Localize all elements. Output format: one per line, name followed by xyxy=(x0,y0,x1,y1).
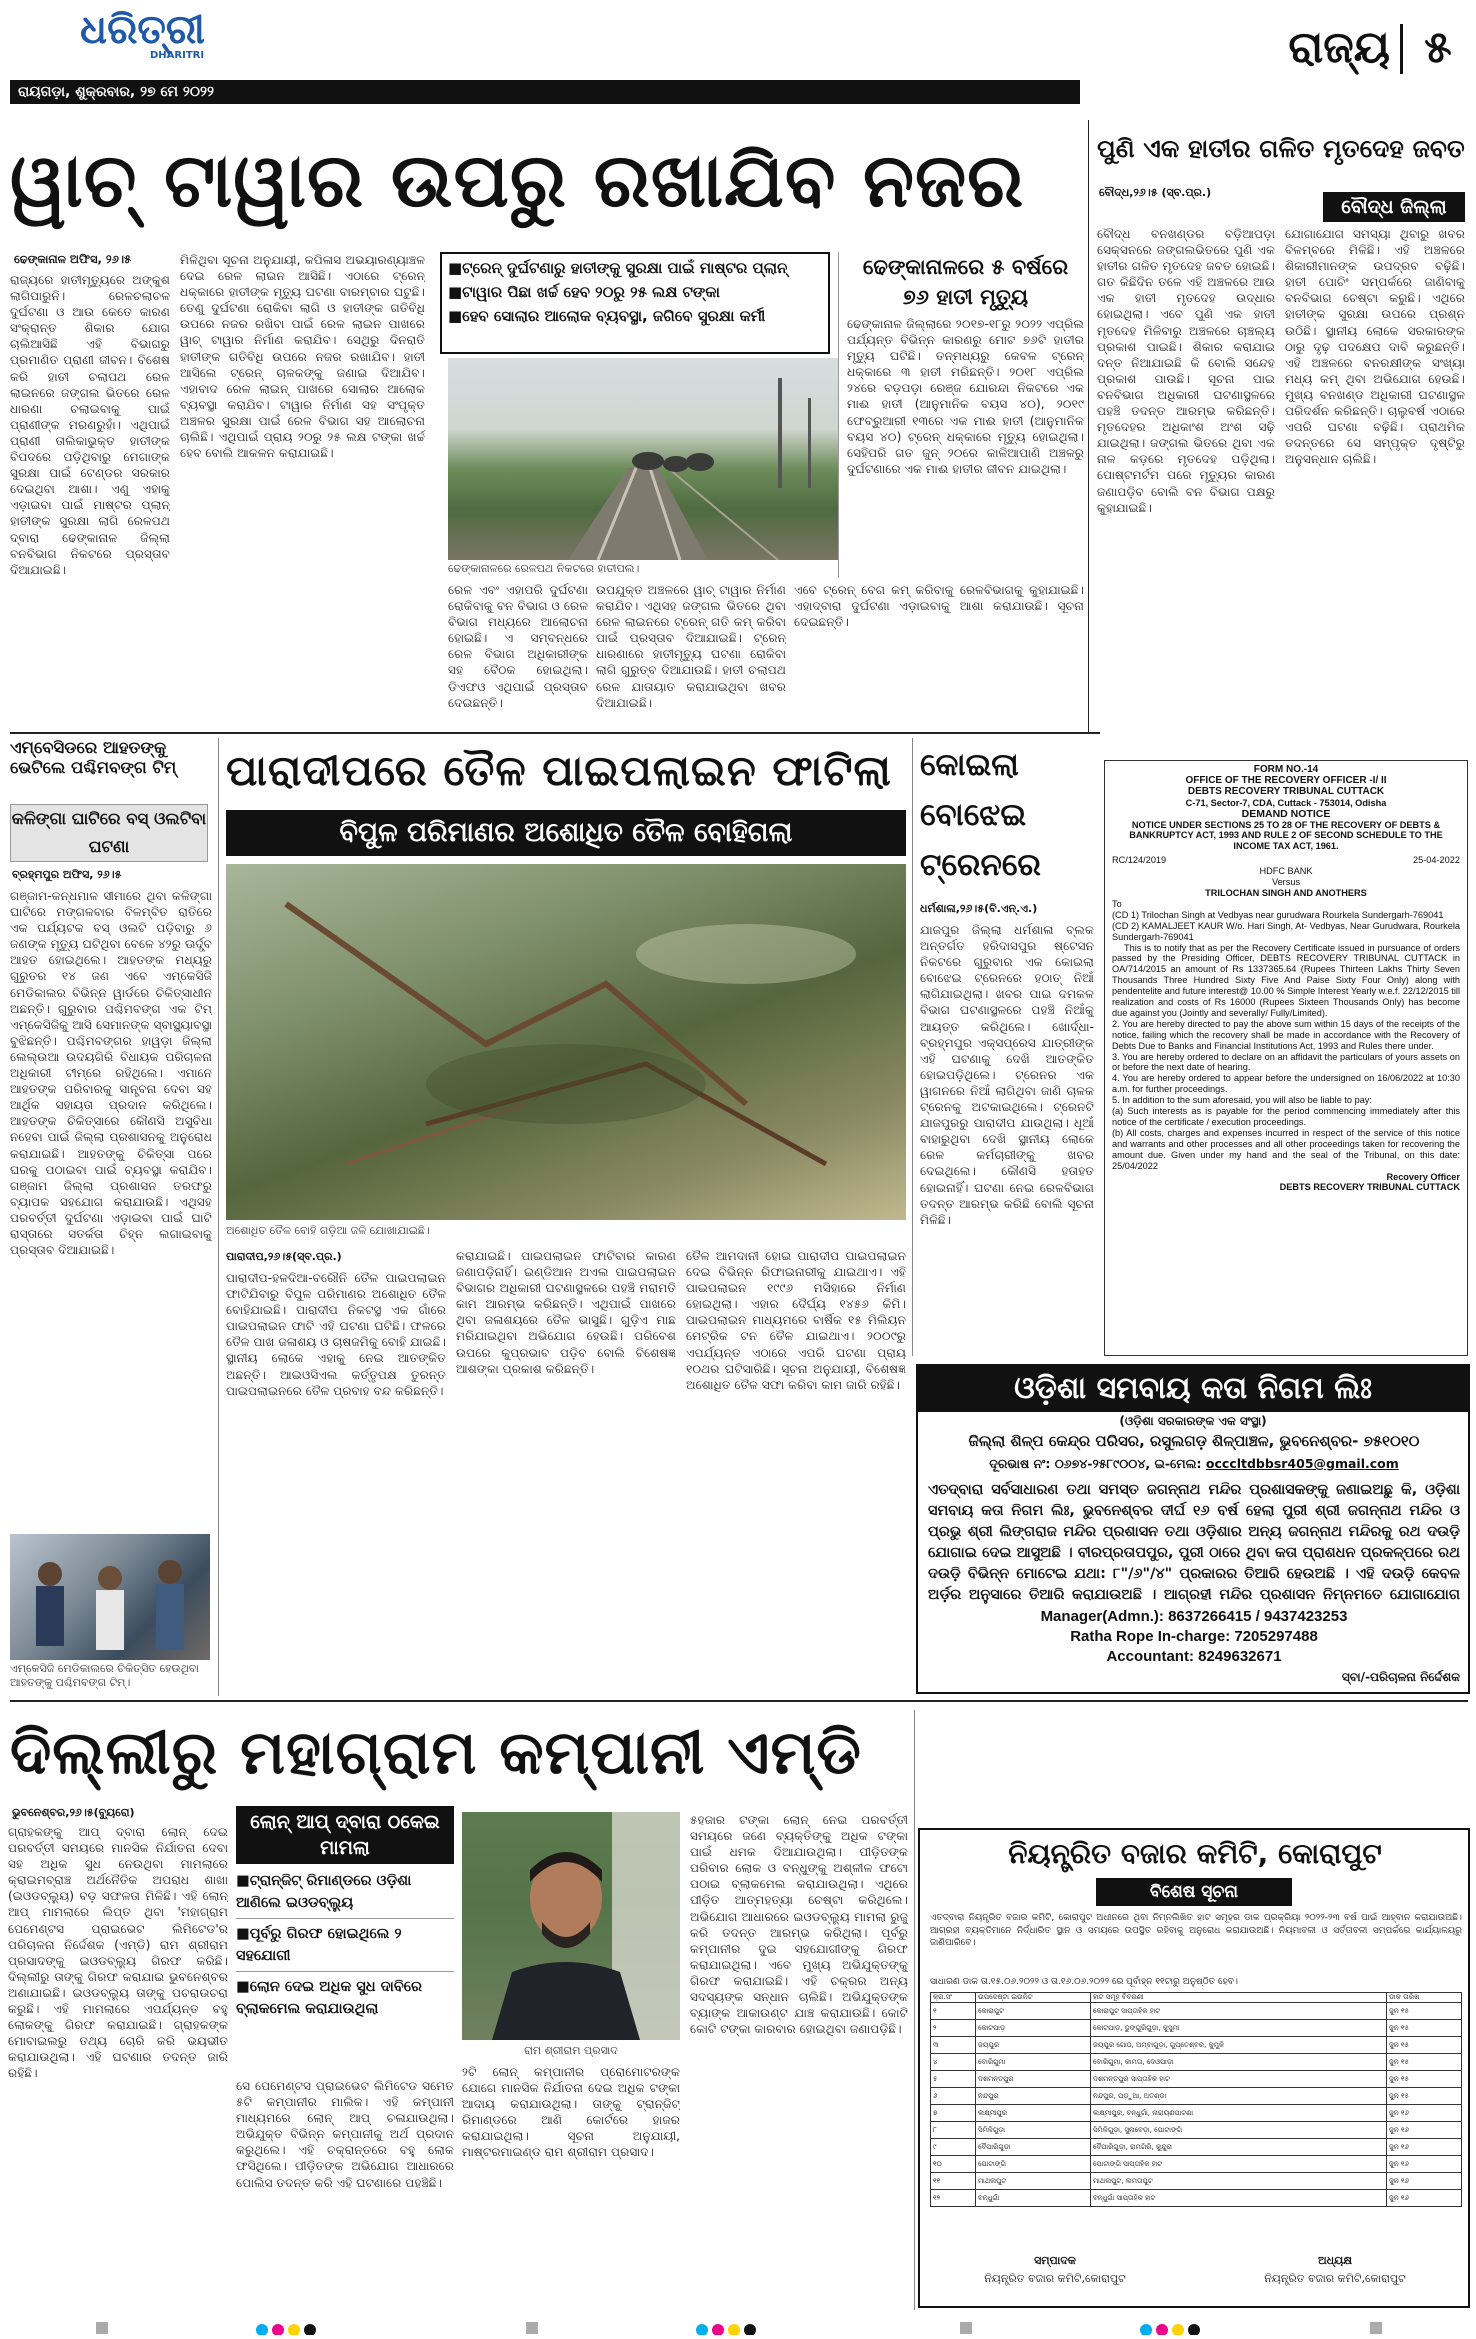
color-swatch xyxy=(1188,2324,1200,2335)
color-swatch xyxy=(288,2324,300,2335)
parties: HDFC BANK xyxy=(1259,866,1313,877)
photo-caption: ଢେଙ୍କାନାଳରେ ରେଳପଥ ନିକଟରେ ହାତୀପଲ। xyxy=(448,562,640,575)
table-header-cell: ଡାକ ତାରିଖ xyxy=(1387,1993,1462,2003)
dateline: ବୌଦ୍ଧ,୨୬।୫ (ସ୍ବ.ପ୍ର.) xyxy=(1099,186,1212,199)
subhead: ବିପୁଳ ପରିମାଣର ଅଶୋଧିତ ତୈଳ ବୋହିଗଲା xyxy=(226,810,906,856)
color-swatch xyxy=(728,2324,740,2335)
bullet: ■ହେବ ସୋଲାର ଆଲୋକ ବ୍ୟବସ୍ଥା, ଜଗିବେ ସୁରକ୍ଷା କର୍ମୀ xyxy=(448,307,766,325)
table-cell: ବୈପାରିଗୁଡ଼ା xyxy=(976,2139,1091,2156)
ad-contact-1: Manager(Admn.): 8637266415 / 9437423253 xyxy=(1040,1608,1348,1625)
logo-subtitle: DHARITRI xyxy=(150,50,205,61)
ad-signature: ସ୍ବା/-ପରିଚାଳନା ନିର୍ଦ୍ଦେଶକ xyxy=(1341,1670,1460,1684)
headline: କୋଇଲା ବୋଝେଇ ଟ୍ରେନରେ xyxy=(920,747,1041,883)
table-body xyxy=(931,2003,1462,2207)
address: C-71, Sector-7, CDA, Cuttack - 753014, Odisha xyxy=(1185,797,1387,808)
color-swatch xyxy=(304,2324,316,2335)
to-line: To xyxy=(1112,898,1122,909)
table-row xyxy=(931,2020,1462,2037)
story-watch-tower xyxy=(0,120,1090,732)
table-cell: ୧୨ xyxy=(931,2190,976,2207)
color-swatch xyxy=(1140,2324,1152,2335)
table-cell: ବନ୍ଧୁଗାଁ xyxy=(976,2190,1091,2207)
table-cell: ବନ୍ଧୁଗାଁ ସାପ୍ତାହିକ ହାଟ xyxy=(1091,2190,1387,2207)
notice-subtitle: ବିଶେଷ ସୂଚନା xyxy=(1096,1878,1292,1906)
subhead-box xyxy=(440,252,830,354)
bullet: ■ପୂର୍ବରୁ ଗିରଫ ହୋଇଥିଲେ ୨ ସହଯୋଗୀ xyxy=(236,1923,454,1972)
column-2: ଯୋଗାଯୋଗ ସମସ୍ୟା ଥିବାରୁ ଖବର ବିଳମ୍ବରେ ମିଳିଛି। ଏହି ଅଞ୍ଚଳରେ ଶିକାରୀମାନଙ୍କ ଉପଦ୍ରବ ବଢ଼ିଛି। ହାତୀ ପୋଚିଂ ସମ୍ପର୍କରେ ଜାଣିବାକୁ ବନବିଭାଗ ଚେଷ୍ଟା କରୁଛି। ଏଥିରେ ହାତୀଙ୍କ ସୁରକ୍ଷା ଉପରେ ପ୍ରଶ୍ନ ଉଠିଛି। ସ୍ଥାନୀୟ ଲୋକେ ସରକାରଙ୍କ ଠାରୁ ଦୃଢ଼ ପଦକ୍ଷେପ ଦାବି କରୁଛନ୍ତି। ଏହି ଅଞ୍ଚଳରେ ବନରକ୍ଷୀଙ୍କ ସଂଖ୍ୟା ମଧ୍ୟ କମ୍ ଥିବା ଅଭିଯୋଗ ହେଉଛି। ମୁଖ୍ୟ ବନଖଣ୍ଡ ଅଧିକାରୀ ଘଟଣାସ୍ଥଳ ପରିଦର୍ଶନ କରିଛନ୍ତି। ଚାଲୁବର୍ଷ ଏଠାରେ ଏପରି ଘଟଣା ବଢ଼ିଛି। ପ୍ରାଥମିକ ତଦନ୍ତରେ ସେ ସମ୍ପୃକ୍ତ ଦୃଷ୍ଟିରୁ ଅନୁସନ୍ଧାନ ଚାଲିଛି। xyxy=(1285,227,1465,467)
ad-contact-3: Accountant: 8249632671 xyxy=(1106,1648,1282,1665)
table-header-cell: ଉପଦେଷ୍ଟା ଇଉନିଟ xyxy=(976,1993,1091,2003)
table-cell: ମାଥଲପୁଟ, ଲମତାପୁଟ xyxy=(1091,2173,1387,2190)
table-header-cell: ହାଟ ସମୂହ ବିବରଣୀ xyxy=(1091,1993,1387,2003)
table-row xyxy=(931,2122,1462,2139)
sidebox-body: ଢେଙ୍କାନାଳ ଜିଲ୍ଲାରେ ୨୦୧୭-୧୮ରୁ ୨୦୨୨ ଏପ୍ରିଲ ପର୍ଯ୍ୟନ୍ତ ବିଭିନ୍ନ କାରଣରୁ ମୋଟ ୭୬ଟି ହାତୀର ମୃତ୍ୟୁ ଘଟିଛି। ତନ୍ମଧ୍ୟରୁ କେବଳ ଟ୍ରେନ୍ ଧକ୍କାରେ ୩ ହାତୀ ମରିଛନ୍ତି। ୨୦୧୮ ଏପ୍ରିଲ ୨୪ରେ ବଡ଼ପଡ଼ା ରେଞ୍ଜ ଯୋରନ୍ଦା ନିକଟରେ ଏକ ମାଈ ହାତୀ (ଆନୁମାନିକ ବୟସ ୪୦), ୨୦୧୯ ଫେବ୍ରୁଆରୀ ୧୩ରେ ଏକ ମାଈ ହାତୀ (ଆନୁମାନିକ ବୟସ ୪୦) ଟ୍ରେନ୍ ଧକ୍କାରେ ମୃତ୍ୟୁ ହୋଇଥିଲା। ସେହିପରି ଗତ ଜୁନ୍ ୨୦ରେ କାଳିଆପାଣି ଅଞ୍ଚଳରୁ ଦୁର୍ଘଟଣାରେ ଏକ ମାଈ ହାତୀର ଜୀବନ ଯାଇଥିଲା। xyxy=(847,317,1084,476)
column-2: ସେ ପେମେଣ୍ଟସ ପ୍ରାଇଭେଟ ଲିମିଟେଡ ସମେତ ୫ଟି କମ୍ପାନୀର ମାଲିକ। ଏହି କମ୍ପାନୀ ମାଧ୍ୟମରେ ଲୋନ୍ ଆପ୍ ଚଳାଯାଉଥିଲା। ଅଭିଯୁକ୍ତ ବିଭିନ୍ନ କମ୍ପାନୀକୁ ଅର୍ଥ ପ୍ରଦାନ କରୁଥିଲେ। ଏହି ଚକ୍ରାନ୍ତରେ ବହୁ ଲୋକ ଫସିଥିଲେ। ପୀଡ଼ିତଙ୍କ ଅଭିଯୋଗ ଆଧାରରେ ପୋଲିସ ତଦନ୍ତ କରି ଏହି ଘଟଣାରେ ପହଞ୍ଚିଛି। xyxy=(236,2079,454,2190)
notice-date: 25-04-2022 xyxy=(1413,855,1460,866)
item: 4. You are hereby ordered to appear before the undersigned on 16/06/2022 at 10:30 a.m. for further proceedings. xyxy=(1112,1073,1460,1095)
table-cell: ଜୟପୁର ଗୋଠ, ଅମ୍ବାଗୁଡ଼ା, ଗୁପ୍ତେଶ୍ବର, କୁମୁଳି xyxy=(1091,2037,1387,2054)
registration-bar xyxy=(526,2322,538,2334)
table-cell: ୮ xyxy=(931,2122,976,2139)
column-1: ରାଜ୍ୟରେ ହାତୀମୃତ୍ୟୁରେ ଅଙ୍କୁଶ ଲାଗିପାରୁନି। ରେଳଚଲାଚଳ ଦୁର୍ଘଟଣା ଓ ଆଉ କେତେ କାରଣ ସଂକ୍ରାନ୍ତ ଶିକାର ଯୋଗ ଚାଲିଆସିଛି ଏହି ବିଭାଗରୁ ପ୍ରମାଣିତ ପ୍ରାଣୀ ଜୀବନ। ବିଶେଷ କରି ହାତୀ ଚଲାପଥ ରେଳ ଲାଇନରେ ଜଙ୍ଗଲ ଭିତରେ ରେଳ ଧାରଣା ଚଲାଇବାକୁ ପାଇଁ ପ୍ରାଣୀଙ୍କ ମରଣରୁହାଁ। ଏଥିପାଇଁ ପ୍ରାଣୀ ତାଲିକାଭୁକ୍ତ ହାତୀଙ୍କ ବିପଦରେ ପଡ଼ିଥିବାରୁ ମେଗାଙ୍କ ସୁରକ୍ଷା ପାଇଁ ଟେଣ୍ଡର ସରକାର ଦେଇଥିବା ଆଶା। ଏଣୁ ଏହାକୁ ଏଡ଼ାଇବା ପାଇଁ ମାଷ୍ଟର ପ୍ଲାନ୍ ହାତୀଙ୍କ ସୁରକ୍ଷା ଲାଗି ରେଳପଥ ଦ୍ବାରା ଢେଙ୍କାନାଳ ଜିଲ୍ଲା ବନବିଭାଗ ନିକଟରେ ପ୍ରସ୍ତାବ ଦିଆଯାଇଛି। xyxy=(10,273,170,577)
table-cell: ନନ୍ଦପୁର, ପଡ଼ୁଆ, ଅତଣ୍ଡା xyxy=(1091,2088,1387,2105)
table-cell: ପୋଟାଙ୍ଗି ସାପ୍ତାହିକ ହାଟ xyxy=(1091,2156,1387,2173)
color-swatch xyxy=(744,2324,756,2335)
dateline: ବ୍ରହ୍ମପୁର ଅଫିସ, ୨୬।୫ xyxy=(12,868,122,881)
signature-org: DEBTS RECOVERY TRIBUNAL CUTTACK xyxy=(1279,1182,1460,1193)
signature-title: Recovery Officer xyxy=(1386,1171,1460,1182)
masthead xyxy=(0,0,1476,115)
headline: ଦିଲ୍ଲୀରୁ ମହାଗ୍ରାମ କମ୍ପାନୀ ଏମ୍‌ଡି xyxy=(10,1718,862,1788)
dateline: ପାରାଦୀପ,୨୬।୫(ସ୍ବ.ପ୍ର.) xyxy=(226,1250,342,1263)
story-mahagram xyxy=(0,1704,912,2312)
portrait-illustration xyxy=(462,1812,680,2040)
dateline: ଢେଙ୍କାନାଳ ଅଫିସ, ୨୬।୫ xyxy=(14,252,132,266)
versus: Versus xyxy=(1271,877,1301,888)
column-3: ରେଳ ଏବଂ ଏହାପରି ଦୁର୍ଘଟଣା ରୋକିବାକୁ ବନ ବିଭାଗ ଓ ରେଳ ବିଭାଗ ମଧ୍ୟରେ ଆଲୋଚନା ହୋଇଛି। ଏ ସମ୍ବନ୍ଧରେ ରେଳ ବିଭାଗ ଅଧିକାରୀଙ୍କ ସହ ବୈଠକ ହୋଇଥିଲା। ଡିଏଫଓ ଏଥିପାଇଁ ପ୍ରସ୍ତାବ ଦେଇଛନ୍ତି। xyxy=(448,583,588,710)
sidebox-title: ଢେଙ୍କାନାଳରେ ୫ ବର୍ଷରେ ୭୬ ହାତୀ ମୃତ୍ୟୁ xyxy=(862,255,1069,309)
logo: ଧରିତ୍ରୀ xyxy=(80,6,205,53)
headline: ୱାଚ୍ ଟାୱାର ଉପରୁ ରଖାଯିବ ନଜର xyxy=(10,138,1025,224)
para1: This is to notify that as per the Recovery Certificate issued in pursuance of orders passed by the Presiding Officer, DEBTS RECOVERY TRIBUNAL CUTTACK in OA/714/2015 an amount of Rs 1337365.64 (Rupees Thirteen Lakhs Thirty Seven Thousands Three Hundred Sixty Five And Paise Sixty Four Only) along with pendentelite and future interest@ 10.00 % Simple Interest Yearly w.e.f. 22/12/2015 till realization and costs of Rs 16000 (Rupees Sixteen Thousands Only) has become due against you (Jointly and severally/ Fully/Limited). xyxy=(1112,942,1460,1018)
table-row xyxy=(931,2156,1462,2173)
headline: ପୁଣି ଏକ ହାତୀର ଗଳିତ ମୃତଦେହ ଜବତ xyxy=(1097,134,1465,163)
dateline: ଧର୍ମଶାଳା,୨୬।୫(ବି.ଏନ୍.ଏ.) xyxy=(920,902,1038,915)
people-illustration xyxy=(10,1534,210,1660)
table-cell: ୨ xyxy=(931,2020,976,2037)
office: OFFICE OF THE RECOVERY OFFICER -I/ II xyxy=(1185,774,1387,786)
table-cell: ଲକ୍ଷ୍ମୀପୁର xyxy=(976,2105,1091,2122)
table-header-cell: କ୍ର.ସଂ xyxy=(931,1993,976,2003)
column-5: ଏବେ ଟ୍ରେନ୍ ବେଗ କମ୍ କରିବାକୁ ରେଳବିଭାଗକୁ କୁହାଯାଇଛି। ଏହାଦ୍ବାରା ଦୁର୍ଘଟଣା ଏଡ଼ାଇବାକୁ ଆଶା କରାଯାଉଛି। ସୂଚନା ଦେଇଛନ୍ତି। xyxy=(794,583,1084,630)
table-cell: କୋଟପାଡ଼ xyxy=(976,2020,1091,2037)
table-cell: ନନ୍ଦପୁର xyxy=(976,2088,1091,2105)
form-no: FORM NO.-14 xyxy=(1253,764,1319,775)
sign-right-sub: ନିୟନ୍ତ୍ରିତ ବଜାର କମିଟି,କୋରାପୁଟ xyxy=(1264,2272,1406,2285)
print-registration-strip xyxy=(0,2316,1476,2339)
divider xyxy=(218,738,219,1696)
column-1: ପାରାଦୀପ-ହଳଦିଆ-ବରୌନି ତୈଳ ପାଇପଲାଇନ ଫାଟିଯିବାରୁ ବିପୁଳ ପରିମାଣର ଅଶୋଧିତ ତୈଳ ବୋହିଯାଇଛି। ପାରାଦୀପ ନିକଟସ୍ଥ ଏକ ଗାଁରେ ପାଇପଲାଇନ ଫାଟି ଏହି ଘଟଣା ଘଟିଛି। ଫଳରେ ତୈଳ ପାଖ ଜଳାଶୟ ଓ ଚାଷଜମିକୁ ବୋହି ଯାଇଛି। ସ୍ଥାନୀୟ ଲୋକେ ଏହାକୁ ନେଇ ଆତଙ୍କିତ ଅଛନ୍ତି। ଆଇଓସିଏଲ କର୍ତ୍ତୃପକ୍ଷ ତୁରନ୍ତ ପାଇପଲାଇନରେ ତୈଳ ପ୍ରବାହ ବନ୍ଦ କରିଛନ୍ତି। xyxy=(226,1271,446,1398)
bullet: ■ଟାୱାର ପିଛା ଖର୍ଚ୍ଚ ହେବ ୨୦ରୁ ୨୫ ଲକ୍ଷ ଟଙ୍କା xyxy=(448,283,720,301)
table-cell: ୪ xyxy=(931,2054,976,2071)
registration-bar xyxy=(96,2322,108,2334)
ad-address: ଜିଲ୍ଲା ଶିଳ୍ପ କେନ୍ଦ୍ର ପରିସର, ରସୁଲଗଡ଼ ଶିଳ୍ପାଞ୍ଚଳ, ଭୁବନେଶ୍ବର- ୭୫୧୦୧୦ xyxy=(968,1432,1420,1450)
accused-photo xyxy=(462,1812,680,2040)
column-3: ତୈଳ ଆମଦାନୀ ହୋଇ ପାରାଦୀପ ପାଇପଲାଇନ ଦେଇ ବିଭିନ୍ନ ରିଫାଇନାରୀକୁ ଯାଇଥାଏ। ଏହି ପାଇପଲାଇନ ୧୯୯୬ ମସିହାରେ ନିର୍ମାଣ ହୋଇଥିଲା। ଏହାର ଦୈର୍ଘ୍ୟ ୧୪୫୬ କିମି। ପାଇପଲାଇନ ମାଧ୍ୟମରେ ବାର୍ଷିକ ୧୫ ମିଲିୟନ ମେଟ୍ରିକ ଟନ ତୈଳ ଯାଇଥାଏ। ୨୦୦୯ରୁ ଏପର୍ଯ୍ୟନ୍ତ ଏଠାରେ ଏପରି ଘଟଣା ପ୍ରାୟ ୧୦ଥର ଘଟିସାରିଛି। ସୂଚନା ଅନୁଯାୟୀ, ବିଶେଷଜ୍ଞ ଅଶୋଧିତ ତୈଳ ସଫା କରିବା କାମ ଜାରି ରହିଛି। xyxy=(686,1249,906,1392)
column-4: ଉପଯୁକ୍ତ ଅଞ୍ଚଳରେ ୱାଚ୍ ଟାୱାର ନିର୍ମାଣ କରାଯିବ। ଏଥିସହ ଜଙ୍ଗଲ ଭିତରେ ଥିବା ରେଳ ଲାଇନରେ ଟ୍ରେନ୍ ଗତି କମ୍ କରିବା ପାଇଁ ପ୍ରସ୍ତାବ ଦିଆଯାଇଛି। ଟ୍ରେନ୍ ଧାରଣାରେ ହାତୀମୃତ୍ୟୁ ଘଟଣା ରୋକିବା ଲାଗି ଗୁରୁତ୍ବ ଦିଆଯାଉଛି। ହାତୀ ଚଲାପଥ ରେଳ ଯାତାୟାତ କରାଯାଇଥିବା ଖବର ଦିଆଯାଇଛି। xyxy=(596,583,786,710)
table-cell: ଜୁନ ୧୫ xyxy=(1387,2054,1462,2071)
cd1: (CD 1) Trilochan Singh at Vedbyas near gurudwara Rourkela Sundergarh-769041 xyxy=(1112,909,1444,920)
table-cell: ଜୟପୁର xyxy=(976,2037,1091,2054)
table-row xyxy=(931,2190,1462,2207)
column-4: ୫ହଜାର ଟଙ୍କା ଲୋନ୍ ନେଇ ପରବର୍ତ୍ତୀ ସମୟରେ ଜଣେ ବ୍ୟକ୍ତିଙ୍କୁ ଅଧିକ ଟଙ୍କା ପାଇଁ ଧମକ ଦିଆଯାଉଥିଲା। ପୀଡ଼ିତଙ୍କ ପରିବାର ଲୋକ ଓ ବନ୍ଧୁଙ୍କୁ ଅଶ୍ଳୀଳ ଫଟୋ ପଠାଇ ବ୍ଲାକମେଲ କରାଯାଉଥିଲା। ଏଥିରେ ପୀଡ଼ିତ ଆତ୍ମହତ୍ୟା ଚେଷ୍ଟା କରିଥିଲେ। ଅଭିଯୋଗ ଆଧାରରେ ଇଓଡବ୍ଲ୍ୟୁ ମାମଲା ରୁଜୁ କରି ତଦନ୍ତ ଆରମ୍ଭ କରିଥିଲା। ପୂର୍ବରୁ କମ୍ପାନୀର ଦୁଇ ସହଯୋଗୀଙ୍କୁ ଗିରଫ କରାଯାଇଥିଲା। ଏବେ ମୁଖ୍ୟ ଅଭିଯୁକ୍ତଙ୍କୁ ଗିରଫ କରାଯାଇଛି। ଏହି ଚକ୍ରର ଅନ୍ୟ ସଦସ୍ୟଙ୍କ ସନ୍ଧାନ ଚାଲିଛି। ଅଭିଯୁକ୍ତଙ୍କ ବ୍ୟାଙ୍କ ଆକାଉଣ୍ଟ ଯାଞ୍ଚ କରାଯାଉଛି। କୋଟି କୋଟି ଟଙ୍କା କାରବାର ହୋଇଥିବା ଜଣାପଡ଼ିଛି। xyxy=(690,1813,908,2037)
color-swatch xyxy=(1172,2324,1184,2335)
photo-caption: ଅଶୋଧିତ ତୈଳ ବୋହି ଗଡ଼ିଆ ଜଳି ଯୋଖାଯାଇଛି। xyxy=(226,1224,430,1237)
table-cell: ଜୁନ ୧୬ xyxy=(1387,2173,1462,2190)
market-committee-notice xyxy=(918,1828,1470,2308)
item: 3. You are hereby ordered to declare on an affidavit the particulars of yours assets on or before the next date of hearing. xyxy=(1112,1051,1460,1073)
item: (a) Such interests as is payable for the period commencing immediately after this notice of the certificate / execution proceedings. xyxy=(1112,1106,1460,1127)
sign-right-title: ଅଧ୍ୟକ୍ଷ xyxy=(1317,2254,1353,2267)
table-cell: ଜୁନ ୧୬ xyxy=(1387,2122,1462,2139)
hospital-photo xyxy=(10,1534,210,1660)
notice-title: DEMAND NOTICE xyxy=(1241,807,1331,820)
color-swatch xyxy=(712,2324,724,2335)
table-row xyxy=(931,2105,1462,2122)
page-number: ୫ xyxy=(1424,22,1452,73)
sign-left-sub: ନିୟନ୍ତ୍ରିତ ବଜାର କମିଟି,କୋରାପୁଟ xyxy=(984,2272,1126,2285)
table-cell: ଜୁନ ୧୬ xyxy=(1387,2156,1462,2173)
dateline: ଭୁବନେଶ୍ବର,୨୬।୫(ବ୍ୟୁରୋ) xyxy=(12,1806,135,1819)
ad-subtitle: (ଓଡ଼ିଶା ସରକାରଙ୍କ ଏକ ସଂସ୍ଥା) xyxy=(1119,1414,1267,1428)
headline: ପାରାଦୀପରେ ତୈଳ ପାଇପଲାଇନ ଫାଟିଲା xyxy=(226,746,892,795)
table-cell: କୋଟପାଡ଼, ଡୁଙ୍ଗୁରିଗୁଡ଼ା, କୁସୁମୀ xyxy=(1091,2020,1387,2037)
registration-bar xyxy=(960,2322,972,2334)
table-cell: ଜୁନ ୧୬ xyxy=(1387,2190,1462,2207)
ad-contact-line xyxy=(924,1456,1464,1474)
rail-track-illustration xyxy=(448,358,838,560)
divider xyxy=(1088,120,1089,732)
table-cell: ୫ xyxy=(931,2071,976,2088)
recovery-notice xyxy=(1104,760,1468,1356)
color-swatch xyxy=(1156,2324,1168,2335)
table-cell: ଜୁନ ୧୬ xyxy=(1387,2139,1462,2156)
table-row xyxy=(931,2088,1462,2105)
section-divider xyxy=(1400,24,1403,74)
story-bouddh xyxy=(1093,120,1471,732)
column-1: ବୌଦ୍ଧ ବନଖଣ୍ଡର ବଡ଼ିଆପଡ଼ା ସେକ୍ସନରେ ଜଙ୍ଗଲଭିତରେ ପୁଣି ଏକ ହାତୀର ଗଳିତ ମୃତଦେହ ଜବତ ହୋଇଛି। ଗତ କିଛିଦିନ ତଳେ ଏହି ଅଞ୍ଚଳରେ ଆଉ ଏକ ହାତୀ ମୃତଦେହ ଉଦ୍ଧାର ହୋଇଥିଲା। ଏବେ ପୁଣି ଏକ ହାତୀ ମୃତଦେହ ମିଳିବାରୁ ଅଞ୍ଚଳରେ ଚାଞ୍ଚଲ୍ୟ ପ୍ରକାଶ ପାଇଛି। ଶିକାର କରାଯାଇ ଦନ୍ତ ନିଆଯାଇଛି କି ବୋଲି ସନ୍ଦେହ ପ୍ରକାଶ ପାଉଛି। ସୂଚନା ପାଇ ବନବିଭାଗ ଅଧିକାରୀ ଘଟଣାସ୍ଥଳରେ ପହଞ୍ଚି ତଦନ୍ତ ଆରମ୍ଭ କରିଛନ୍ତି। ମୃତଦେହର ଅଧିକାଂଶ ଅଂଶ ସଢ଼ି ଯାଇଥିଲା। ଜଙ୍ଗଲ ଭିତରେ ଥିବା ଏକ ନାଳ କଡ଼ରେ ମୃତଦେହ ପଡ଼ିଥିଲା। ପୋଷ୍ଟମର୍ଟମ ପରେ ମୃତ୍ୟୁର କାରଣ ଜଣାପଡ଼ିବ ବୋଲି ବନ ବିଭାଗ ପକ୍ଷରୁ କୁହାଯାଇଛି। xyxy=(1097,227,1275,515)
photo-caption: ଏମ୍‌କେସିଜି ମେଡିକାଲରେ ଚିକିତ୍ସିତ ହେଉଥିବା ଆହତଙ୍କୁ ପଶ୍ଚିମବଙ୍ଗ ଟିମ୍। xyxy=(10,1662,199,1689)
loan-app-box xyxy=(236,1806,454,2070)
column-2: କରାଯାଇଛି। ପାଇପଲାଇନ ଫାଟିବାର କାରଣ ଜଣାପଡ଼ିନାହିଁ। ଇଣ୍ଡିଆନ ଅଏଲ ପାଇପଲାଇନ ବିଭାଗର ଅଧିକାରୀ ଘଟଣାସ୍ଥଳରେ ପହଞ୍ଚି ମରାମତି କାମ ଆରମ୍ଭ କରିଛନ୍ତି। ଏଥିପାଇଁ ପାଖରେ ଥିବା ଜଳାଶୟରେ ତୈଳ ଭାସୁଛି। ଗୁଡ଼ିଏ ମାଛ ମରିଯାଇଥିବା ଅଭିଯୋଗ ହେଉଛି। ପରିବେଶ ଉପରେ କୁପ୍ରଭାବ ପଡ଼ିବ ବୋଲି ବିଶେଷଜ୍ଞ ଆଶଙ୍କା ପ୍ରକାଶ କରିଛନ୍ତି। xyxy=(456,1249,676,1376)
table-cell: ଜୁନ ୧୫ xyxy=(1387,2020,1462,2037)
headline-box: କଳିଙ୍ଗା ଘାଟିରେ ବସ୍ ଓଲଟିବା ଘଟଣା xyxy=(10,804,208,862)
color-swatches xyxy=(256,2321,336,2335)
story-paradip xyxy=(222,738,910,1696)
column-2: ମିଳିଥିବା ସୂଚନା ଅନୁଯାୟୀ, କପିଳାସ ଅଭୟାରଣ୍ୟାଞ୍ଚଳ ଦେଇ ରେଳ ଲାଇନ ଆସିଛି। ଏଠାରେ ଟ୍ରେନ୍ ଧକ୍କାରେ ହାତୀଙ୍କ ମୃତ୍ୟୁ ଘଟଣା ବାରମ୍ବାର ଘଟୁଛି। ତେଣୁ ଦୁର୍ଘଟଣା ରୋକିବା ଲାଗି ଓ ହାତୀଙ୍କ ଗତିବିଧି ଉପରେ ନଜର ରଖିବା ପାଇଁ ରେଳ ଲାଇନ ପାଖରେ ୱାଚ୍ ଟାୱାର ନିର୍ମାଣ କରାଯିବ। ସେଥିରୁ ଦିନରାତି ହାତୀଙ୍କ ଗତିବିଧି ଉପରେ ନଜର ରଖାଯିବ। ହାତୀ ଆସିଲେ ଟ୍ରେନ୍ ଚାଳକଙ୍କୁ ଜଣାଇ ଦିଆଯିବ। ଏହାବାଦ ରେଳ ଲାଇନ୍ ପାଖରେ ସୋଲାର ଆଲୋକ ବ୍ୟବସ୍ଥା କରାଯିବ। ଟାୱାର ନିର୍ମାଣ ସହ ସଂପୃକ୍ତ ଅଞ୍ଚଳର ସୁରକ୍ଷା ପାଇଁ ରେଳ ବିଭାଗ ସହ ଆଲୋଚନା ଚାଲିଛି। ଏଥିପାଇଁ ପ୍ରାୟ ୨୦ରୁ ୨୫ ଲକ୍ଷ ଟଙ୍କା ଖର୍ଚ୍ଚ ହେବ ବୋଲି ଆକଳନ କରାଯାଇଛି। xyxy=(180,253,425,461)
table-cell: ସିମିଳିଗୁଡ଼ା, ସୁନାବେଡ଼ା, ପୋଟାଙ୍ଗି xyxy=(1091,2122,1387,2139)
table-cell: ଜୁନ ୧୫ xyxy=(1387,2037,1462,2054)
table-row xyxy=(931,2054,1462,2071)
item: (b) All costs, charges and expenses incurred in respect of the service of this notice and warrants and other processes and all other proceedings taken for recovering the amount due. Given under my hand and the seal of the Tribunal, on this date: 25/04/2022 xyxy=(1112,1127,1460,1171)
table-row xyxy=(931,2139,1462,2156)
color-swatch xyxy=(256,2324,268,2335)
bullet: ■ଟ୍ରାନ୍ଜିଟ୍ ରିମାଣ୍ଡରେ ଓଡ଼ିଶା ଆଣିଲେ ଇଓଡବ୍ଲ୍ୟୁ xyxy=(236,1870,454,1919)
tribunal: DEBTS RECOVERY TRIBUNAL CUTTACK xyxy=(1187,785,1385,797)
story-bus-accident xyxy=(4,738,216,1710)
table-cell: ଜୁନ ୧୫ xyxy=(1387,2088,1462,2105)
table-row xyxy=(931,2071,1462,2088)
color-swatches xyxy=(696,2321,776,2335)
divider xyxy=(912,738,913,1356)
table-cell: ଜୁନ ୧୫ xyxy=(1387,2003,1462,2020)
table-header-row xyxy=(931,1993,1462,2003)
dateline: ରାୟଗଡ଼ା, ଶୁକ୍ରବାର, ୨୭ ମେ ୨୦୨୨ xyxy=(18,84,214,100)
ad-contact-2: Ratha Rope In-charge: 7205297488 xyxy=(1070,1628,1318,1645)
table-cell: ବୋରିଗୁମା, କାମତା, ଦେଓପାଡ଼ା xyxy=(1091,2054,1387,2071)
color-swatch xyxy=(272,2324,284,2335)
body: ଗଞ୍ଜାମ-କନ୍ଧମାଳ ସୀମାରେ ଥିବା କଳିଙ୍ଗା ଘାଟିରେ ମଙ୍ଗଳବାର ବିଳମ୍ବିତ ରାତିରେ ଏକ ପର୍ଯ୍ୟଟକ ବସ୍ ଓଲଟି ପଡ଼ିବାରୁ ୬ ଜଣଙ୍କ ମୃତ୍ୟୁ ଘଟିଥିବା ବେଳେ ୪୨ରୁ ଊର୍ଦ୍ଧ୍ବ ଆହତ ହୋଇଥିଲେ। ଆହତଙ୍କ ମଧ୍ୟରୁ ଗୁରୁତର ୧୪ ଜଣ ଏବେ ଏମ୍‌କେସିଜି ମେଡିକାଲର ବିଭିନ୍ନ ୱାର୍ଡରେ ଚିକିତ୍ସାଧୀନ ଅଛନ୍ତି। ଗୁରୁବାର ପଶ୍ଚିମବଙ୍ଗ ଏକ ଟିମ୍ ଏମ୍‌କେସିଜିକୁ ଆସି ସେମାନଙ୍କ ସ୍ବାସ୍ଥ୍ୟାବସ୍ଥା ବୁଝିଛନ୍ତି। ପଶ୍ଚିମବଙ୍ଗର ହାୱଡ଼ା ଜିଲ୍ଲା ଲେଲ୍‌ଉଆ ଉଦୟଗିରି ବିଧାୟକ ପରିଚାଳନା ଅଧିକାରୀ ଟୀମ୍‌ରେ ରହିଥିଲେ। ଏମାନେ ଆହତଙ୍କ ପରିବାରକୁ ସାନ୍ତ୍ବନା ଦେବା ସହ ଆର୍ଥିକ ସହାୟତା ପ୍ରଦାନ କରିଥିଲେ। ଆହତଙ୍କ ଚିକିତ୍ସାରେ କୌଣସି ଅସୁବିଧା ନହେବା ପାଇଁ ଜିଲ୍ଲା ପ୍ରଶାସନକୁ ଅନୁରୋଧ କରାଯାଇଛି। ଆହତଙ୍କୁ ଚିକିତ୍ସା ପରେ ଘରକୁ ପଠାଇବା ପାଇଁ ବ୍ୟବସ୍ଥା କରାଯିବ। ଗଞ୍ଜାମ ଜିଲ୍ଲା ପ୍ରଶାସନ ତରଫରୁ ବ୍ୟାପକ ସହଯୋଗ କରାଯାଉଛି। ଏଥିସହ ପରବର୍ତ୍ତୀ ଦୁର୍ଘଟଣା ଏଡ଼ାଇବା ପାଇଁ ଘାଟି ରାସ୍ତାରେ ସତର୍କତା ଚିହ୍ନ ଲଗାଇବାକୁ ପ୍ରସ୍ତାବ ଦିଆଯାଇଛି। xyxy=(10,889,212,1258)
table-cell: ୯ xyxy=(931,2139,976,2156)
table-cell: ବୈପାରିଗୁଡ଼ା, ରାମଗିରି, କୁନ୍ଦୁରା xyxy=(1091,2139,1387,2156)
oil-spill-photo xyxy=(226,864,906,1220)
table-cell: ମାଥଲପୁଟ xyxy=(976,2173,1091,2190)
table-cell: ଲକ୍ଷ୍ମୀପୁର, ବନ୍ଧୁଗାଁ, ନାରାୟଣପାଟଣା xyxy=(1091,2105,1387,2122)
respondent: TRILOCHAN SINGH AND ANOTHERS xyxy=(1205,887,1367,898)
table-cell: ୬ xyxy=(931,2088,976,2105)
table-cell: ଦଶମନ୍ତପୁର xyxy=(976,2071,1091,2088)
divider xyxy=(914,1710,915,2310)
divider xyxy=(10,732,1100,734)
notice-table xyxy=(930,1992,1462,2238)
notice-subtitle: NOTICE UNDER SECTIONS 25 TO 28 OF THE RECOVERY OF DEBTS & BANKRUPTCY ACT, 1993 AND RULE 2 OF SECOND SCHEDULE TO THE INCOME TAX ACT, 1961. xyxy=(1129,819,1443,852)
item: 5. In addition to the sum aforesaid, you will also be liable to pay: xyxy=(1112,1095,1372,1106)
color-swatch xyxy=(696,2324,708,2335)
hat-table xyxy=(930,1992,1462,2207)
notice-intro: ଏତଦ୍ବାରା ନିୟନ୍ତ୍ରିତ ବଜାର କମିଟି, କୋରାପୁଟ ଅଧୀନରେ ଥିବା ନିମ୍ନଲିଖିତ ହାଟ ସମୂହର ଡାକ ପ୍ରକ୍ରିୟା ୨୦୨୨-୨୩ ବର୍ଷ ପାଇଁ ଆହ୍ବାନ କରାଯାଉଅଛି। ଆଗ୍ରହୀ ବ୍ୟକ୍ତିମାନେ ନିର୍ଦ୍ଧାରିତ ସ୍ଥାନ ଓ ସମୟରେ ଉପସ୍ଥିତ ରହିବାକୁ ଅନୁରୋଧ କରାଯାଉଅଛି। ନିୟମାବଳୀ ଓ ସର୍ତ୍ତାବଳୀ ସମ୍ପର୍କରେ କାର୍ଯ୍ୟାଳୟରୁ ଜାଣିପାରିବେ। xyxy=(930,1913,1462,1948)
divider xyxy=(10,1700,1468,1702)
district-tag: ବୌଦ୍ଧ ଜିଲ୍ଲା xyxy=(1323,192,1465,222)
table-cell: ୧୦ xyxy=(931,2156,976,2173)
bullet: ■ଟ୍ରେନ୍ ଦୁର୍ଘଟଣାରୁ ହାତୀଙ୍କୁ ସୁରକ୍ଷା ପାଇଁ ମାଷ୍ଟର ପ୍ଲାନ୍ xyxy=(448,259,788,277)
notice-note: ସାଧାରଣ ଡାକ ତା.୧୫.୦୬.୨୦୨୨ ଓ ତା.୧୬.୦୬.୨୦୨୨ ରେ ପୂର୍ବାହ୍ନ ୧୧ଟାରୁ ଅନୁଷ୍ଠିତ ହେବ। xyxy=(930,1977,1238,1987)
ad-title: ଓଡ଼ିଶା ସମବାୟ କତା ନିଗମ ଲିଃ xyxy=(918,1366,1468,1412)
rc-line xyxy=(1112,855,1460,866)
registration-bar xyxy=(1370,2322,1382,2334)
table-cell: ୧୧ xyxy=(931,2173,976,2190)
table-cell: ଦଶମନ୍ତପୁର ସାପ୍ତାହିକ ହାଟ xyxy=(1091,2071,1387,2088)
table-cell: ଜୁନ ୧୬ xyxy=(1387,2105,1462,2122)
table-cell: ଜୁନ ୧୫ xyxy=(1387,2071,1462,2088)
table-cell: ୩ xyxy=(931,2037,976,2054)
table-cell: କୋରାପୁଟ xyxy=(976,2003,1091,2020)
sign-left-title: ସମ୍ପାଦକ xyxy=(1034,2254,1076,2267)
table-cell: ୧ xyxy=(931,2003,976,2020)
elephant-track-photo xyxy=(448,358,838,560)
column-3: ୨ଟି ଲୋନ୍ କମ୍ପାନୀର ପ୍ରୋମୋଟରଙ୍କ ଯୋଗେ ମାନସିକ ନିର୍ଯାତନା ଦେଇ ଅଧିକ ଟଙ୍କା ଆଦାୟ କରାଯାଉଥିଲା। ତାଙ୍କୁ ଟ୍ରାନ୍ଜିଟ୍ ରିମାଣ୍ଡରେ ଆଣି କୋର୍ଟରେ ହାଜର କରାଯାଇଥିଲା। ସୂଚନା ଅନୁଯାୟୀ, ମାଷ୍ଟରମାଇଣ୍ଡ ରାମ ଶ୍ରୀରାମ ପ୍ରସାଦ। xyxy=(462,2065,680,2160)
table-row xyxy=(931,2037,1462,2054)
table-row xyxy=(931,2003,1462,2020)
rc-number: RC/124/2019 xyxy=(1112,855,1167,866)
table-cell: ବୋରିଗୁମା xyxy=(976,2054,1091,2071)
ad-phone: ଦୂରଭାଷ ନଂ: ୦୬୭୪-୨୫୮୯୦୦୪, ଇ-ମେଲ: xyxy=(989,1456,1202,1471)
bullet: ■ଲୋନ ଦେଇ ଅଧିକ ସୁଧ ଦାବିରେ ବ୍ଲାକମେଲ କରାଯାଉଥିଲା xyxy=(236,1979,422,2017)
cd2: (CD 2) KAMALJEET KAUR W/o. Hari Singh, At- Vedbyas, Near Gurudwara, Rourkela Sundergarh-769041 xyxy=(1112,920,1460,942)
color-swatches xyxy=(1140,2321,1220,2335)
kicker: ଏମ୍‌ବେସିଡରେ ଆହତଙ୍କୁ ଭେଟିଲେ ପଶ୍ଚିମବଙ୍ଗ ଟିମ୍ xyxy=(10,738,177,777)
body: ଯାଜପୁର ଜିଲ୍ଲା ଧର୍ମଶାଳା ବ୍ଲକ ଅନ୍ତର୍ଗତ ହରିଦାସପୁର ଷ୍ଟେସନ ନିକଟରେ ଗୁରୁବାର ଏକ କୋଇଲା ବୋଝେଇ ଟ୍ରେନରେ ହଠାତ୍ ନିଆଁ ଲାଗିଯାଇଥିଲା। ଖବର ପାଇ ଦମକଳ ବିଭାଗ ଘଟଣାସ୍ଥଳରେ ପହଞ୍ଚି ନିଆଁକୁ ଆୟତ୍ତ କରିଥିଲେ। ଖୋର୍ଦ୍ଧା-ବ୍ରହ୍ମପୁର ଏକ୍ସପ୍ରେସ ଯାତ୍ରୀଙ୍କ ଏହି ଘଟଣାକୁ ଦେଖି ଆତଙ୍କିତ ହୋଇପଡ଼ିଥିଲେ। ଟ୍ରେନର ଏକ ୱାଗନରେ ନିଆଁ ଲାଗିଥିବା ଜାଣି ଚାଳକ ଟ୍ରେନକୁ ଅଟକାଇଥିଲେ। ଟ୍ରେନଟି ଯାଜପୁରରୁ ପାରାଦୀପ ଯାଉଥିଲା। ଧୂଆଁ ବାହାରୁଥିବା ଦେଖି ସ୍ଥାନୀୟ ଲୋକେ ରେଳ କର୍ମଚାରୀଙ୍କୁ ଖବର ଦେଇଥିଲେ। କୌଣସି ହତାହତ ହୋଇନାହିଁ। ଘଟଣା ନେଇ ରେଳବିଭାଗ ତଦନ୍ତ ଆରମ୍ଭ କରିଛି ବୋଲି ସୂଚନା ମିଳିଛି। xyxy=(920,923,1094,1227)
oil-water-illustration xyxy=(226,864,906,1220)
table-cell: ୭ xyxy=(931,2105,976,2122)
ad-body: ଏତଦ୍ବାରା ସର୍ବସାଧାରଣ ତଥା ସମସ୍ତ ଜଗନ୍ନାଥ ମନ୍ଦିର ପ୍ରଶାସକଙ୍କୁ ଜଣାଇଅଛୁ କି, ଓଡ଼ିଶା ସମବାୟ କତା ନିଗମ ଲିଃ, ଭୁବନେଶ୍ବର ଦୀର୍ଘ ୧୬ ବର୍ଷ ହେଲା ପୁରୀ ଶ୍ରୀ ଜଗନ୍ନାଥ ମନ୍ଦିର ଓ ପ୍ରଭୁ ଶ୍ରୀ ଲିଙ୍ଗରାଜ ମନ୍ଦିର ପ୍ରଶାସନ ତଥା ଓଡ଼ିଶାର ଅନ୍ୟ ଜଗନ୍ନାଥ ମନ୍ଦିରକୁ ରଥ ଦଉଡ଼ି ଯୋଗାଇ ଦେଇ ଆସୁଅଛି । ବୀରପ୍ରତାପପୁର, ପୁରୀ ଠାରେ ଥିବା କତା ପ୍ରାଶଧନ ପ୍ରକଳ୍ପରେ ରଥ ଦଉଡ଼ି ବିଭିନ୍ନ ମୋଟେଇ ଯଥା: ୮"/୬"/୪" ପ୍ରକାରର ତିଆରି ହେଉଅଛି । ଏହି ଦଉଡ଼ି କେବଳ ଅର୍ଡ଼ର ଅନୁସାରେ ତିଆରି କରାଯାଉଅଛି । ଆଗ୍ରହୀ ମନ୍ଦିର ପ୍ରଶାସନ ନିମ୍ନମତେ ଯୋଗାଯୋଗ xyxy=(928,1482,1460,1603)
table-cell: ସିମିଳିଗୁଡ଼ା xyxy=(976,2122,1091,2139)
section-name: ରାଜ୍ୟ xyxy=(1288,22,1390,73)
box-title: ଲୋନ୍ ଆପ୍ ଦ୍ବାରା ଠକେଇ ମାମଲା xyxy=(236,1806,454,1864)
column-1: ଗ୍ରାହକଙ୍କୁ ଆପ୍ ଦ୍ବାରା ଲୋନ୍ ଦେଇ ପରବର୍ତ୍ତୀ ସମୟରେ ମାନସିକ ନିର୍ଯାତନା ଦେବା ସହ ଅଧିକ ସୁଧ ନେଉଥିବା ମାମଲାରେ କ୍ରାଇମବ୍ରାଞ୍ଚ ଅର୍ଥନୈତିକ ଅପରାଧ ଶାଖା (ଇଓଡବ୍ଲ୍ୟୁ) ବଡ଼ ସଫଳତା ମିଳିଛି। ଏହି ଲୋନ୍ ଆପ୍ ମାମଲାରେ ଲିପ୍ତ ଥିବା 'ମହାଗ୍ରାମ ପେମେଣ୍ଟସ ପ୍ରାଇଭେଟ ଲିମିଟେଡ'ର ପରିଚାଳନା ନିର୍ଦ୍ଦେଶକ (ଏମ୍‌ଡି) ରାମ ଶ୍ରୀରାମ ପ୍ରସାଦଙ୍କୁ ଇଓଡବ୍ଲ୍ୟୁ ଗିରଫ କରିଛି। ଦିଲ୍ଲୀରୁ ତାଙ୍କୁ ଗିରଫ କରାଯାଇ ଭୁବନେଶ୍ବର ଅଣାଯାଇଛି। ଇଓଡବ୍ଲ୍ୟୁ ତାଙ୍କୁ ପଚରାଉଚରା କରୁଛି। ଏହି ମାମଲାରେ ଏପର୍ଯ୍ୟନ୍ତ ବହୁ ଲୋକଙ୍କୁ ଗିରଫ କରାଯାଇଛି। ଗ୍ରାହକଙ୍କ ମୋବାଇଲରୁ ତଥ୍ୟ ଚୋରି କରି ଭୟଭୀତ କରାଯାଉଥିଲା। ଏହି ଘଟଣାର ତଦନ୍ତ ଜାରି ରହିଛି। xyxy=(8,1825,228,2081)
item: 2. You are hereby directed to pay the above sum within 15 days of the receipts of the notice, failing which the recovery shall be made in accordance with the Recovery of Debts Due to Banks and Financial Institutions Act, 1993 and Rules there under. xyxy=(1112,1018,1460,1051)
photo-caption: ରାମ ଶ୍ରୀରାମ ପ୍ରସାଦ xyxy=(524,2044,618,2057)
sidebox xyxy=(838,252,1084,578)
notice-title: ନିୟନ୍ତ୍ରିତ ବଜାର କମିଟି, କୋରାପୁଟ xyxy=(1008,1837,1382,1870)
story-coal-train xyxy=(916,738,1098,1356)
table-cell: ପୋଟାଙ୍ଗି xyxy=(976,2156,1091,2173)
table-row xyxy=(931,2173,1462,2190)
ropeway-ad xyxy=(916,1364,1470,1694)
ad-email[interactable]: occcltdbbsr405@gmail.com xyxy=(1205,1456,1399,1471)
table-cell: କୋରାପୁଟ ସାପ୍ତାହିକ ହାଟ xyxy=(1091,2003,1387,2020)
